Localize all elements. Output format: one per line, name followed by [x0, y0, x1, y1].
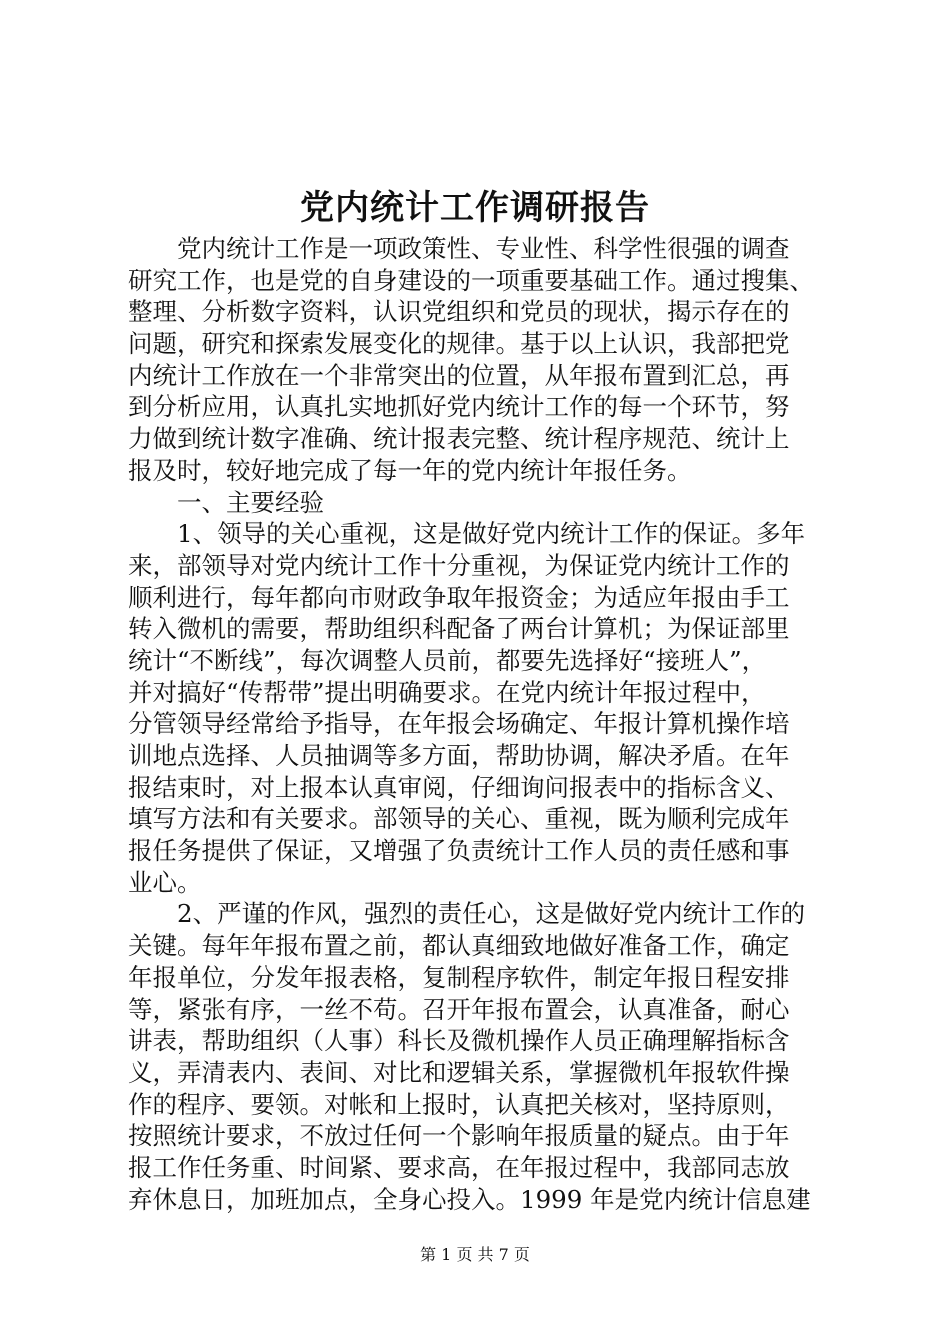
body-line: 内统计工作放在一个非常突出的位置，从年报布置到汇总，再: [128, 360, 790, 390]
body-line: 转入微机的需要，帮助组织科配备了两台计算机；为保证部里: [128, 614, 790, 644]
body-line: 义，弄清表内、表间、对比和逻辑关系，掌握微机年报软件操: [128, 1057, 790, 1087]
body-line: 到分析应用，认真扎实地抓好党内统计工作的每一个环节，努: [128, 392, 790, 422]
body-line: 1、领导的关心重视，这是做好党内统计工作的保证。多年: [128, 519, 806, 549]
body-line: 2、严谨的作风，强烈的责任心，这是做好党内统计工作的: [128, 899, 806, 929]
body-line: 业心。: [128, 867, 202, 897]
document-body: [128, 233, 840, 1215]
body-line: 作的程序、要领。对帐和上报时，认真把关核对，坚持原则，: [128, 1089, 790, 1119]
body-line: 报任务提供了保证，又增强了负责统计工作人员的责任感和事: [128, 836, 790, 866]
body-line: 讲表，帮助组织（人事）科长及微机操作人员正确理解指标含: [128, 1026, 790, 1056]
body-line: 按照统计要求，不放过任何一个影响年报质量的疑点。由于年: [128, 1121, 790, 1151]
body-line: 报结束时，对上报本认真审阅，仔细询问报表中的指标含义、: [128, 772, 790, 802]
document-title: 党内统计工作调研报告: [300, 188, 650, 228]
body-line: 顺利进行，每年都向市财政争取年报资金；为适应年报由手工: [128, 582, 790, 612]
body-line: 统计“不断线”，每次调整人员前，都要先选择好“接班人”，: [128, 645, 767, 675]
body-line: 力做到统计数字准确、统计报表完整、统计程序规范、统计上: [128, 424, 790, 454]
body-line: 问题，研究和探索发展变化的规律。基于以上认识，我部把党: [128, 329, 790, 359]
body-line: 来，部领导对党内统计工作十分重视，为保证党内统计工作的: [128, 550, 790, 580]
body-line: 等，紧张有序，一丝不苟。召开年报布置会，认真准备，耐心: [128, 994, 790, 1024]
body-line: 填写方法和有关要求。部领导的关心、重视，既为顺利完成年: [128, 804, 790, 834]
body-line: 关键。每年年报布置之前，都认真细致地做好准备工作，确定: [128, 931, 790, 961]
body-line: 党内统计工作是一项政策性、专业性、科学性很强的调查: [128, 234, 790, 263]
body-line: 报工作任务重、时间紧、要求高，在年报过程中，我部同志放: [128, 1152, 790, 1182]
body-line: 训地点选择、人员抽调等多方面，帮助协调，解决矛盾。在年: [128, 741, 790, 770]
body-line: 分管领导经常给予指导，在年报会场确定、年报计算机操作培: [128, 709, 790, 739]
body-line: 研究工作，也是党的自身建设的一项重要基础工作。通过搜集、: [128, 265, 814, 295]
body-line: 报及时，较好地完成了每一年的党内统计年报任务。: [128, 455, 692, 485]
section-heading: 一、主要经验: [128, 487, 324, 517]
body-line: 弃休息日，加班加点，全身心投入。1999 年是党内统计信息建: [128, 1184, 811, 1214]
body-line: 整理、分析数字资料，认识党组织和党员的现状，揭示存在的: [128, 297, 790, 327]
body-line: 并对搞好“传帮带”提出明确要求。在党内统计年报过程中，: [128, 677, 766, 707]
page-number-footer: 第 1 页 共 7 页: [420, 1245, 530, 1264]
body-line: 年报单位，分发年报表格，复制程序软件，制定年报日程安排: [128, 962, 790, 992]
